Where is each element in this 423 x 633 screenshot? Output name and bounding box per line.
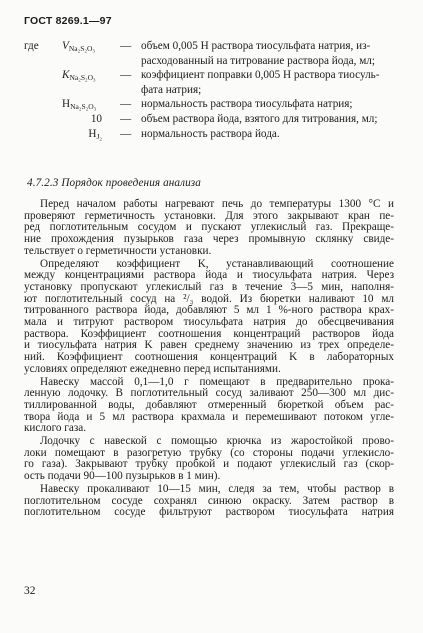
definition-row: [24, 67, 394, 82]
paragraph: [24, 199, 394, 258]
text-line: поглотительном сосуде фильтруют раствором тиосульфата натрия: [24, 506, 394, 519]
text-line: твора йода и 5 мл раствора крахмала и перемешивают потоком углe-: [24, 410, 394, 423]
text-line: установку пропускают углекислый газ в течение 3—5 мин, наполня-: [24, 280, 394, 293]
text-line: ние прохождения пузырьков газа через промывную склянку свиде-: [24, 233, 394, 246]
definition-text: объем раствора йода, взятого для титрования, мл;: [141, 112, 378, 125]
definition-row: [24, 96, 394, 111]
text-line: тельствует о герметичности установки.: [24, 244, 212, 257]
text-line: титрованного раствора йода, добавляют 5 мл 1 %-ного раствора крах-: [24, 304, 394, 317]
symbol: $Н_{J_2}$: [88, 127, 102, 141]
dash: —: [120, 69, 132, 82]
definition-text: расходованный на титрование раствора йода, мл;: [141, 54, 376, 67]
text-line: и тиосульфата натрия K равен среднему значению из трех определе-: [24, 339, 394, 352]
definition-text: нормальность раствора йода.: [141, 127, 280, 140]
definition-intro: где: [24, 40, 39, 52]
text-line: Определяют коэффициент K, устанавливающий соотношение: [40, 257, 394, 270]
definitions-block: [24, 38, 394, 140]
definition-text: объем 0,005 Н раствора тиосульфата натрия, из-: [141, 40, 371, 52]
symbol: $K_{Na_2S_2O_3}$: [62, 69, 96, 83]
section-title: 4.7.2.3 Порядок проведения анализа: [27, 177, 201, 189]
definition-row: [24, 111, 394, 126]
text-line: Перед началом работы нагревают печь до температуры 1300 °С и: [40, 198, 394, 210]
dash: —: [120, 127, 132, 140]
text-line: локи помещают в разогретую трубку (со стороны подачи углекисло-: [24, 446, 394, 459]
paragraph: [24, 436, 394, 483]
definition-text: нормальность раствора тиосульфата натрия;: [141, 98, 353, 111]
text-line: Навеску массой 0,1—1,0 г помещают в предварительно прока-: [40, 375, 394, 388]
symbol: $V_{Na_2S_2O_3}$: [62, 40, 96, 53]
paragraph: [24, 484, 394, 519]
text-line: ред поглотительным сосудом и пускают углекислый газ. Прекраще-: [24, 221, 394, 234]
text-line: Навеску прокаливают 10—15 мин, следя за тем, чтобы раствор в: [40, 482, 394, 495]
definition-row-cont: [24, 82, 394, 97]
document-header: ГОСТ 8269.1—97: [24, 15, 112, 27]
text-line: ленную лодочку. В поглотительный сосуд заливают 250—300 мл дис-: [24, 387, 394, 400]
text-line: ют поглотительный сосуд на ²/₃ водой. Из бюретки наливают 10 мл: [24, 292, 394, 305]
body-text: [24, 199, 394, 519]
text-line: го газа). Закрывают трубку пробкой и подают углекислый газ (скор-: [24, 458, 394, 471]
symbol: 10: [90, 112, 102, 125]
dash: —: [120, 98, 132, 111]
dash: —: [120, 112, 132, 125]
text-line: проверяют герметичность установки. Для этого закрывают кран пе-: [24, 209, 394, 222]
text-line: ний. Коэффициент соотношения концентраций K в лабораторных: [24, 351, 394, 364]
text-line: раствора. Коэффициент соотношения концентраций растворов йода: [24, 327, 394, 340]
text-line: ость подачи 90—100 пузырьков в 1 мин).: [24, 470, 221, 483]
definition-row: [24, 38, 394, 53]
text-line: мала и титруют раствором тиосульфата натрия до обесцвечивания: [24, 316, 394, 329]
text-line: кислого газа.: [24, 422, 87, 435]
definition-text: фата натрия;: [141, 83, 202, 96]
symbol: $Н_{Na_2S_2O_3}$: [62, 98, 97, 112]
text-line: между концентрациями раствора йода и тиосульфата натрия. Через: [24, 269, 394, 282]
text-line: поглотительном сосуде сохранял синюю окраску. Затем раствор в: [24, 494, 394, 507]
definition-row: [24, 126, 394, 141]
text-line: Лодочку с навеской с помощью крючка из жаростойкой прово-: [40, 435, 394, 448]
definition-text: коэффициент поправки 0,005 Н раствора тиосуль-: [141, 69, 380, 82]
text-line: условиях определяют ежедневно перед испытаниями.: [24, 362, 281, 375]
definition-row-cont: [24, 53, 394, 68]
text-line: тиллированной воды, добавляют отмеренный бюреткой объем рас-: [24, 398, 394, 411]
paragraph: [24, 377, 394, 436]
dash: —: [120, 40, 132, 52]
paragraph: [24, 259, 394, 376]
page-number: 32: [24, 585, 36, 597]
